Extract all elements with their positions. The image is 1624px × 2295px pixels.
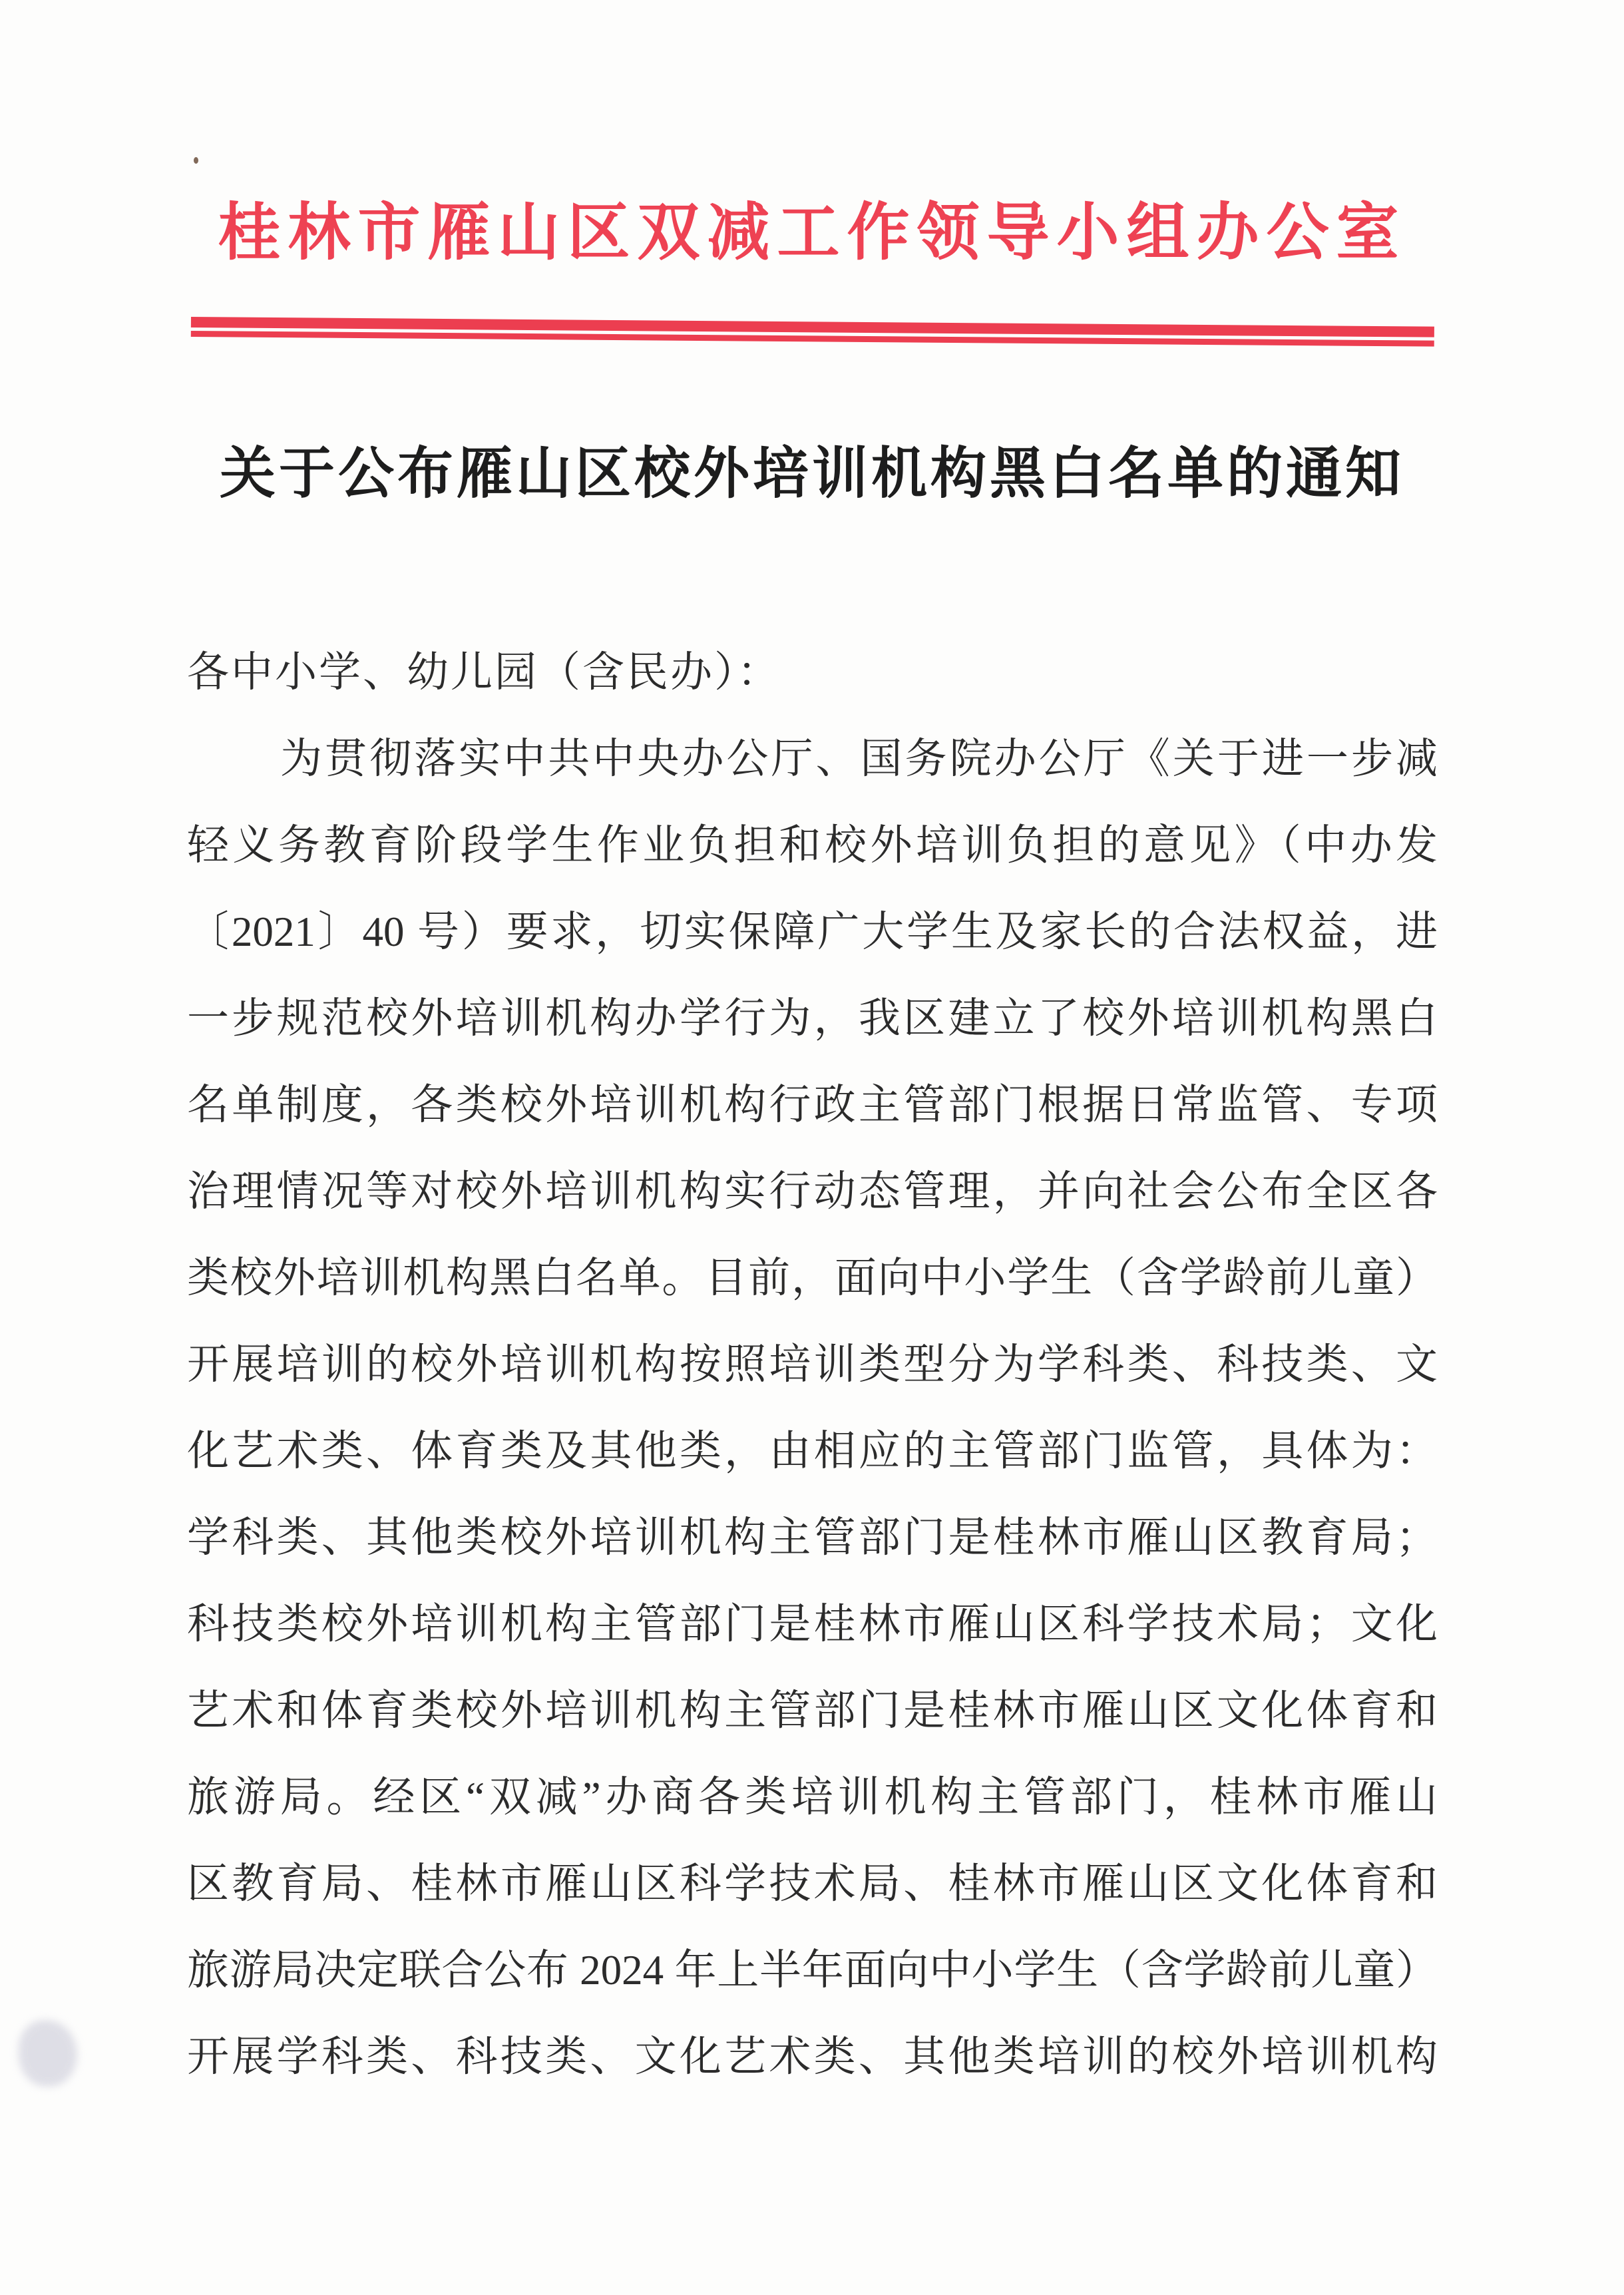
body-line: 旅游局决定联合公布 2024 年上半年面向中小学生（含学龄前儿童） xyxy=(187,1947,1438,1993)
scan-speck xyxy=(194,157,198,164)
body-line: 旅游局。经区“双减”办商各类培训机构主管部门，桂林市雁山 xyxy=(187,1774,1438,1820)
body-line: 化艺术类、体育类及其他类，由相应的主管部门监管，具体为： xyxy=(187,1428,1438,1474)
body-line: 区教育局、桂林市雁山区科学技术局、桂林市雁山区文化体育和 xyxy=(187,1860,1438,1907)
body-line: 为贯彻落实中共中央办公厅、国务院办公厅《关于进一步减 xyxy=(280,735,1438,782)
body-line: 科技类校外培训机构主管部门是桂林市雁山区科学技术局；文化 xyxy=(187,1601,1438,1647)
masthead-divider xyxy=(191,317,1434,347)
body-line: 轻义务教育阶段学生作业负担和校外培训负担的意见》（中办发 xyxy=(187,822,1438,869)
salutation-line: 各中小学、幼儿园（含民办）： xyxy=(187,649,781,696)
scan-smudge xyxy=(19,2020,77,2087)
document-body xyxy=(187,629,1438,2100)
body-line: 治理情况等对校外培训机构实行动态管理，并向社会公布全区各 xyxy=(187,1168,1438,1215)
body-line: 〔2021〕40 号）要求，切实保障广大学生及家长的合法权益，进 xyxy=(187,909,1438,955)
body-line: 学科类、其他类校外培训机构主管部门是桂林市雁山区教育局； xyxy=(187,1514,1438,1561)
body-line: 艺术和体育类校外培训机构主管部门是桂林市雁山区文化体育和 xyxy=(187,1687,1438,1734)
body-line: 一步规范校外培训机构办学行为，我区建立了校外培训机构黑白 xyxy=(187,995,1438,1042)
body-line: 开展培训的校外培训机构按照培训类型分为学科类、科技类、文 xyxy=(187,1341,1438,1388)
body-line: 名单制度，各类校外培训机构行政主管部门根据日常监管、专项 xyxy=(187,1082,1438,1128)
body-line: 开展学科类、科技类、文化艺术类、其他类培训的校外培训机构 xyxy=(187,2033,1438,2080)
document-title: 关于公布雁山区校外培训机构黑白名单的通知 xyxy=(219,443,1404,505)
body-line: 类校外培训机构黑白名单。目前，面向中小学生（含学龄前儿童） xyxy=(187,1255,1438,1301)
agency-masthead-title: 桂林市雁山区双减工作领导小组办公室 xyxy=(218,198,1406,268)
